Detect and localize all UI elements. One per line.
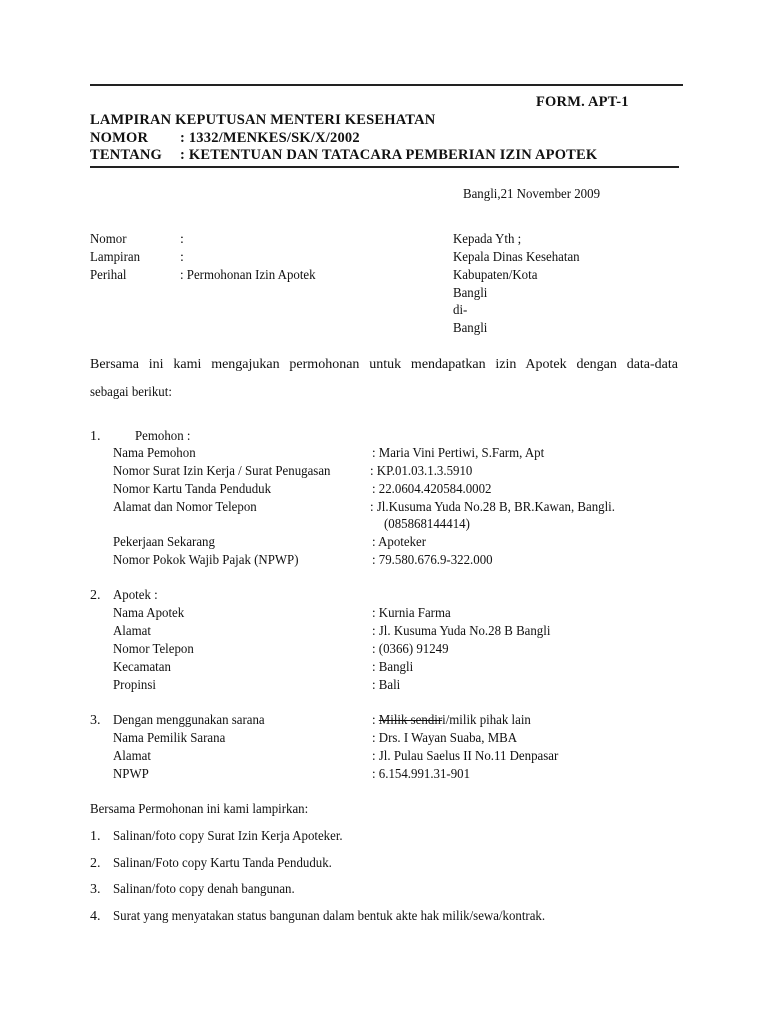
s3-value-2: : 6.154.991.31-901 [372,767,471,782]
meta-perihal-value: : Permohonan Izin Apotek [180,268,316,283]
form-code: FORM. APT-1 [536,94,629,110]
attachment-num-3: 3. [90,882,101,897]
section1-number: 1. [90,429,101,444]
s1-label-5: Pekerjaan Sekarang [113,535,215,550]
header-rule [90,166,679,168]
header-tentang-value: : KETENTUAN DAN TATACARA PEMBERIAN IZIN APOTEK [180,147,598,163]
meta-lampiran-label: Lampiran [90,250,141,265]
s3-label-1: Alamat [113,749,151,764]
s1-value-6: : 79.580.676.9-322.000 [372,553,493,568]
attachments-heading: Bersama Permohonan ini kami lampirkan: [90,802,309,817]
s3-label-0: Nama Pemilik Sarana [113,731,226,746]
recipient-line4: Bangli [453,286,488,301]
s1-value-4: (085868144414) [384,517,470,532]
meta-nomor-colon: : [180,232,184,247]
attachment-text-4: Surat yang menyatakan status bangunan dalam bentuk akte hak milik/sewa/kontrak. [113,909,546,924]
s1-value-1: : KP.01.03.1.3.5910 [370,464,473,479]
s3-label-2: NPWP [113,767,149,782]
section3-sarana [372,713,545,729]
intro-line2: sebagai berikut: [90,385,172,400]
s2-label-1: Alamat [113,624,151,639]
intro-line1: Bersama ini kami mengajukan permohonan untuk mendapatkan izin Apotek dengan data-data [90,357,678,372]
recipient-line2: Kepala Dinas Kesehatan [453,250,580,265]
meta-nomor-label: Nomor [90,232,127,247]
s2-value-0: : Kurnia Farma [372,606,451,621]
section2-number: 2. [90,588,101,603]
s1-label-1: Nomor Surat Izin Kerja / Surat Penugasan [113,464,331,479]
top-rule [90,84,683,86]
sarana-struck: Milik sendir [378,713,443,728]
date-line: Bangli,21 November 2009 [463,187,601,202]
sarana-rest: i/milik pihak lain [442,713,531,728]
s3-value-1: : Jl. Pulau Saelus II No.11 Denpasar [372,749,559,764]
s2-value-3: : Bangli [372,660,414,675]
attachment-num-4: 4. [90,909,101,924]
header-nomor-value: : 1332/MENKES/SK/X/2002 [180,130,360,146]
section3-number: 3. [90,713,101,728]
section3-title: Dengan menggunakan sarana [113,713,265,728]
meta-perihal-label: Perihal [90,268,127,283]
s2-value-4: : Bali [372,678,401,693]
attachment-num-2: 2. [90,856,101,871]
recipient-line5: di- [453,303,468,318]
recipient-line3: Kabupaten/Kota [453,268,538,283]
s1-value-3: : Jl.Kusuma Yuda No.28 B, BR.Kawan, Bangli. [370,500,615,515]
recipient-line1: Kepada Yth ; [453,232,522,247]
s2-value-1: : Jl. Kusuma Yuda No.28 B Bangli [372,624,551,639]
s2-value-2: : (0366) 91249 [372,642,449,657]
s1-value-2: : 22.0604.420584.0002 [372,482,492,497]
section1-title: Pemohon : [135,429,191,444]
s2-label-2: Nomor Telepon [113,642,194,657]
section2-title: Apotek : [113,588,158,603]
s1-value-5: : Apoteker [372,535,427,550]
attachment-text-2: Salinan/Foto copy Kartu Tanda Penduduk. [113,856,332,871]
header-nomor-label: NOMOR [90,130,149,146]
s2-label-4: Propinsi [113,678,156,693]
s1-label-2: Nomor Kartu Tanda Penduduk [113,482,272,497]
s2-label-0: Nama Apotek [113,606,185,621]
meta-lampiran-colon: : [180,250,184,265]
header-tentang-label: TENTANG [90,147,163,163]
s3-value-0: : Drs. I Wayan Suaba, MBA [372,731,518,746]
s1-label-3: Alamat dan Nomor Telepon [113,500,257,515]
s1-value-0: : Maria Vini Pertiwi, S.Farm, Apt [372,446,545,461]
attachment-num-1: 1. [90,829,101,844]
s1-label-6: Nomor Pokok Wajib Pajak (NPWP) [113,553,299,568]
sarana-colon: : [372,713,376,728]
attachment-text-1: Salinan/foto copy Surat Izin Kerja Apoteker. [113,829,343,844]
header-line1: LAMPIRAN KEPUTUSAN MENTERI KESEHATAN [90,112,436,128]
attachment-text-3: Salinan/foto copy denah bangunan. [113,882,295,897]
s1-label-0: Nama Pemohon [113,446,196,461]
recipient-line6: Bangli [453,321,488,336]
s2-label-3: Kecamatan [113,660,171,675]
